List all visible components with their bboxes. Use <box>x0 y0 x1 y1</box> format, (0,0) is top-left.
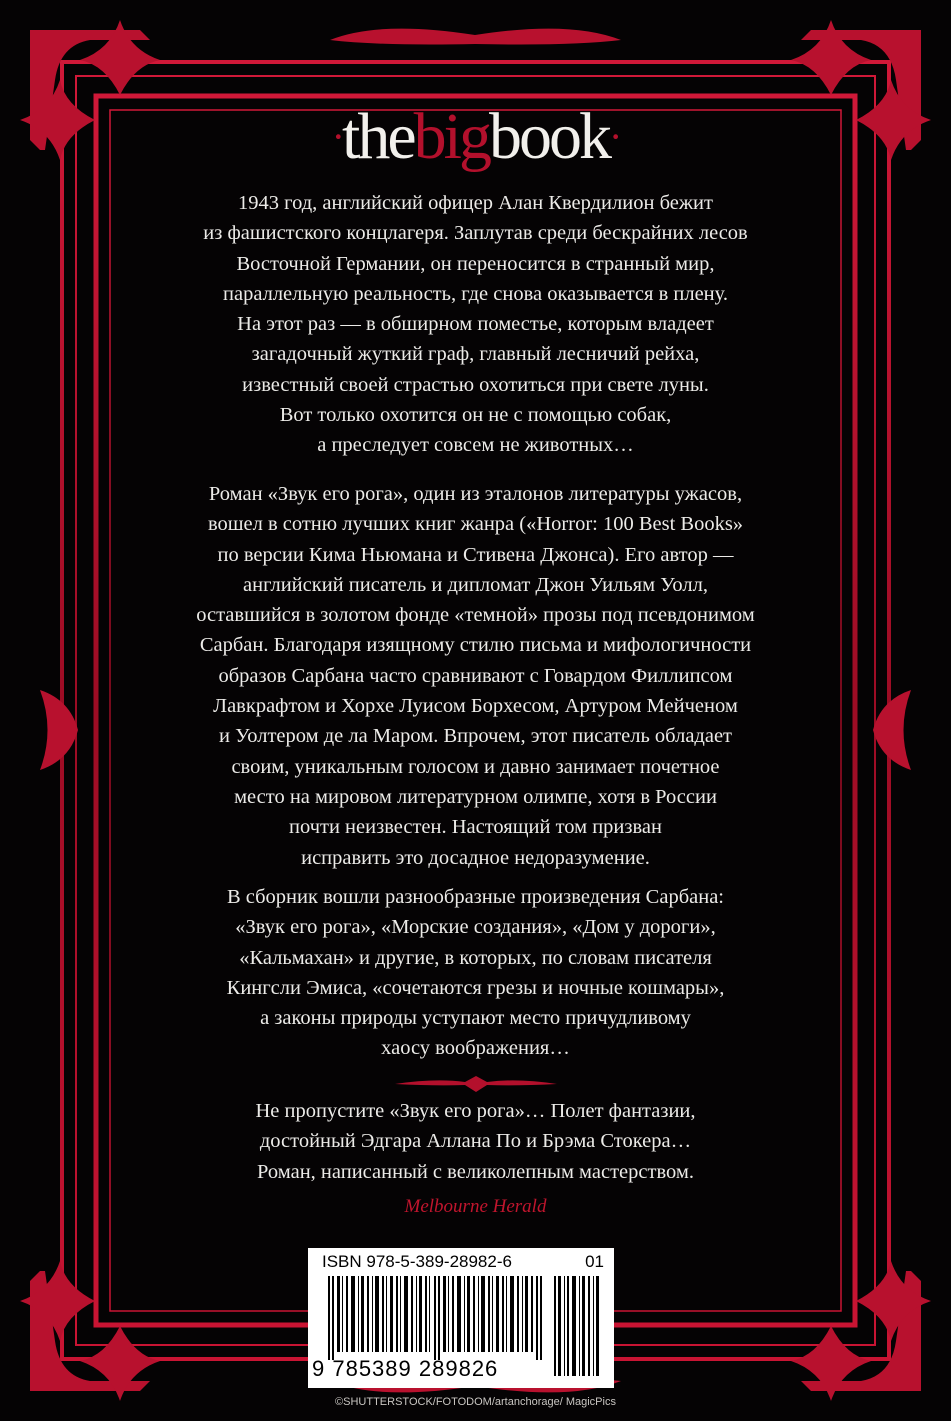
text-line: Роман, написанный с великолепным мастерством. <box>257 1160 694 1183</box>
text-line: известный своей страстью охотиться при свете луны. <box>242 373 709 396</box>
addon-bars <box>554 1276 602 1376</box>
text-line: Роман «Звук его рога», один из эталонов литературы ужасов, <box>208 483 743 505</box>
text-line: а законы природы уступают место причудливому <box>260 1007 691 1030</box>
text-line: Сарбан. Благодаря изящному стилю письма и мифологичности <box>199 634 752 657</box>
divider-ornament <box>395 1074 557 1094</box>
text-line: английский писатель и дипломат Джон Уильям Уолл, <box>243 573 708 596</box>
collection-paragraph <box>130 882 821 1064</box>
text-line: и Уолтером де ла Маром. Впрочем, этот писатель обладает <box>218 725 733 748</box>
text-line: Лавкрафтом и Хорхе Луисом Борхесом, Артуром Мейченом <box>213 695 738 718</box>
text-line: своим, уникальным голосом и давно занимает почетное <box>231 755 720 778</box>
text-line: из фашистского концлагеря. Заплутав среди бескрайних лесов <box>203 222 748 245</box>
isbn-barcode <box>308 1248 614 1388</box>
publisher-logo: ·thebigbook· <box>331 100 620 173</box>
text-line: загадочный жуткий граф, главный лесничий рейха, <box>251 343 700 366</box>
text-line: На этот раз — в обширном поместье, которым владеет <box>237 313 714 336</box>
review-quote <box>130 1096 821 1187</box>
text-line: оставшийся в золотом фонде «темной» прозы под псевдонимом <box>196 604 755 627</box>
text-line: исправить это досадное недоразумение. <box>301 846 650 869</box>
text-line: достойный Эдгара Аллана По и Брэма Стокера… <box>259 1130 692 1153</box>
logo-the: the <box>342 100 414 173</box>
about-author-paragraph <box>130 479 821 873</box>
text-line: Не пропустите «Звук его рога»… Полет фантазии, <box>255 1100 696 1122</box>
barcode-bars <box>328 1276 546 1360</box>
text-line: хаосу воображения… <box>381 1037 570 1060</box>
text-line: по версии Кима Ньюмана и Стивена Джонса). Его автор — <box>217 543 734 566</box>
quote-attribution: Melbourne Herald <box>404 1196 547 1217</box>
text-line: «Звук его рога», «Морские создания», «Дом у дороги», <box>235 916 716 939</box>
text-line: Восточной Германии, он переносится в странный мир, <box>236 252 715 275</box>
isbn-addon: 01 <box>585 1252 604 1271</box>
text-line: Кингсли Эмиса, «сочетаются грезы и ночные кошмары», <box>226 976 725 999</box>
isbn-label: ISBN 978-5-389-28982-6 <box>322 1252 512 1271</box>
text-line: Вот только охотится он не с помощью собак, <box>279 404 672 427</box>
text-line: параллельную реальность, где снова оказывается в плену. <box>223 282 728 305</box>
synopsis-paragraph <box>130 188 821 461</box>
text-line: «Кальмахан» и другие, в которых, по словам писателя <box>239 946 712 969</box>
text-line: образов Сарбана часто сравнивают с Говардом Филлипсом <box>218 664 733 687</box>
logo-big: big <box>413 100 489 173</box>
logo-book: book <box>488 100 609 173</box>
barcode-digits: 9 785389 289826 <box>312 1356 499 1381</box>
text-line: В сборник вошли разнообразные произведения Сарбана: <box>226 886 725 908</box>
text-line: вошел в сотню лучших книг жанра («Horror: 100 Best Books» <box>207 513 744 536</box>
text-line: место на мировом литературном олимпе, хотя в России <box>234 785 717 808</box>
text-line: почти неизвестен. Настоящий том призван <box>289 816 662 839</box>
image-credits: ©SHUTTERSTOCK/FOTODOM/artanchorage/ MagicPics <box>335 1396 616 1408</box>
text-line: 1943 год, английский офицер Алан Квердилион бежит <box>238 192 713 214</box>
text-line: а преследует совсем не животных… <box>317 434 634 457</box>
